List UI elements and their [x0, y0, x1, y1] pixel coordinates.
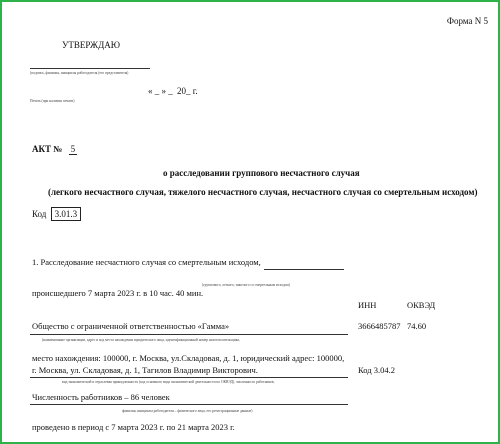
act-subtitle: (легкого несчастного случая, тяжелого несчастного случая, несчастного случая со смертельным исходом) [48, 187, 478, 197]
org-inn: 3666485787 [358, 321, 401, 331]
org-code-right: Код 3.04.2 [358, 365, 395, 375]
date-month: _ [168, 86, 173, 96]
act-number-row [32, 144, 77, 155]
org-name: Общество с ограниченной ответственностью «Гамма» [32, 321, 230, 331]
form-number-label: Форма N 5 [446, 16, 488, 26]
act-code-row [32, 209, 81, 219]
date-open-quote: « [148, 86, 153, 96]
signature-line [30, 68, 150, 69]
date-suffix: г. [192, 86, 198, 96]
code-label: Код [32, 209, 47, 219]
approval-date [148, 86, 198, 96]
org-okved: 74.60 [407, 321, 427, 331]
org-staff-caption: фамилия, инициалы работодателя – физического лица, его регистрационные данные) [122, 409, 253, 413]
org-address-underline [30, 377, 348, 378]
inn-label: ИНН [358, 300, 377, 310]
item1-caption: (группового, легкого, тяжелого со смертельным исходом) [202, 283, 290, 287]
okved-label: ОКВЭД [407, 300, 436, 310]
investigation-period: проведено в период с 7 марта 2023 г. по 21 марта 2023 г. [32, 422, 235, 432]
org-address-caption: вид экономической и отраслевая принадлежность (код основного вида экономической деятельности по ОКВЭД), численность работников, [62, 380, 275, 384]
date-year-prefix: 20 [177, 86, 186, 96]
org-name-underline [30, 334, 348, 335]
date-year-blank: _ [186, 86, 191, 96]
org-name-caption: (наименование организации, адрес и код места нахождения юридического лица, идентификационный номер налогоплательщика, [42, 338, 240, 342]
occurred-text: происшедшего 7 марта 2023 г. в 10 час. 40 мин. [32, 288, 204, 298]
org-address-line2: г. Москва, ул. Складовая, д. 1, Тагилов Владимир Викторович. [32, 365, 258, 375]
date-day: _ [154, 86, 160, 96]
code-value: 3.01.3 [51, 207, 82, 221]
org-staff-underline [30, 404, 348, 405]
approve-heading: УТВЕРЖДАЮ [62, 40, 121, 50]
org-address-line1: место нахождения: 100000, г. Москва, ул.Складовая, д. 1, юридический адрес: 100000, [32, 353, 345, 363]
item1-underline [264, 269, 344, 270]
act-number: 5 [70, 144, 76, 154]
stamp-caption: Печать (при наличии печати) [30, 99, 75, 103]
date-close-quote: » [161, 86, 166, 96]
act-title: о расследовании группового несчастного случая [163, 168, 360, 178]
signer-caption: (подпись, фамилия, инициалы работодателя (его представителя) [30, 71, 129, 75]
act-label: АКТ № [32, 144, 63, 154]
org-staff: Численность работников – 86 человек [32, 392, 170, 402]
item1-text: 1. Расследование несчастного случая со смертельным исходом, [32, 257, 261, 267]
